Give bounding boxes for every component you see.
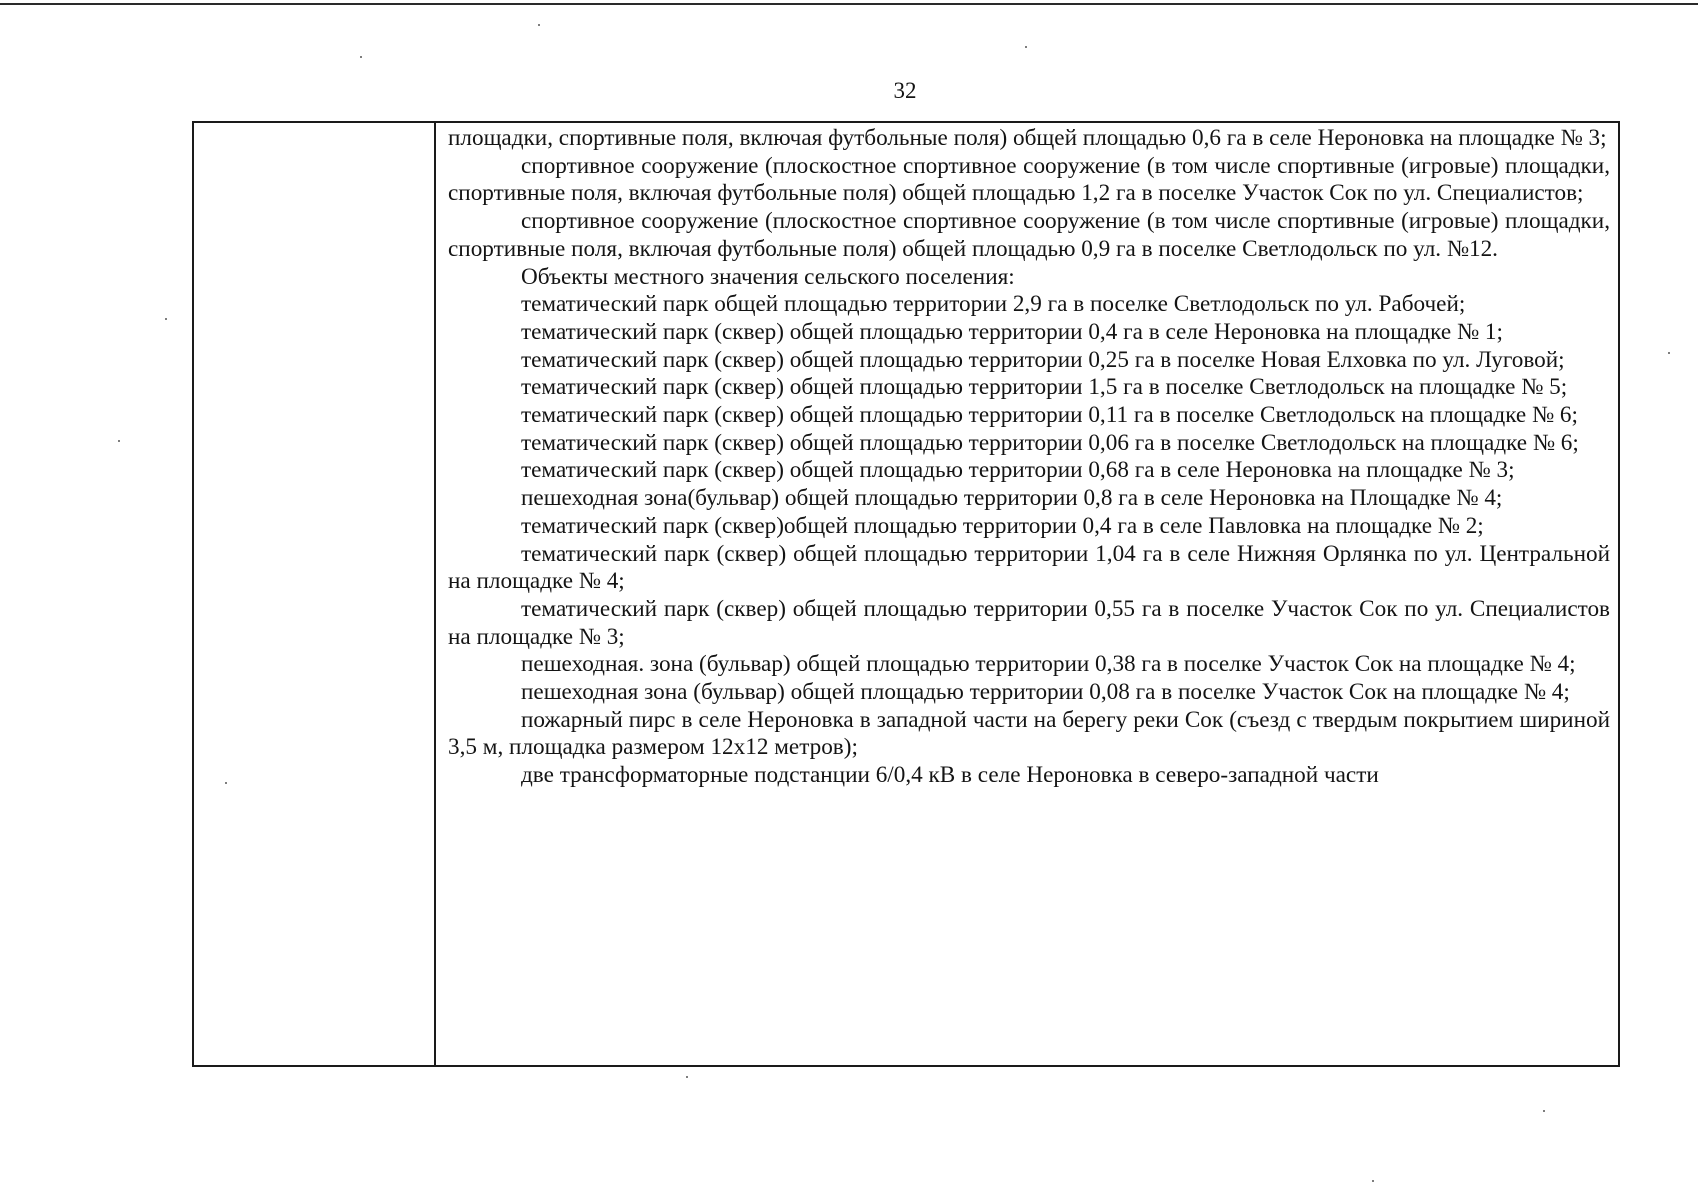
scan-speck [538,24,540,26]
text-paragraph: тематический парк (сквер) общей площадью территории 0,68 га в селе Нероновка на площадке № 3; [521,457,1515,484]
text-paragraph: две трансформаторные подстанции 6/0,4 кВ в селе Нероновка в северо-западной части [521,762,1379,789]
text-paragraph: пешеходная. зона (бульвар) общей площадью территории 0,38 га в поселке Участок Сок на площадке № 4; [521,651,1576,678]
top-border-line [0,3,1698,5]
text-paragraph: пожарный пирс в селе Нероновка в западной части на берегу реки Сок (съезд с твердым покрытием шириной 3,5 м, площадка размером 12х12 метров); [448,706,1610,761]
left-column-cell [194,123,436,1065]
right-column-cell [448,125,1610,790]
scan-speck [118,440,120,442]
text-paragraph: пешеходная зона(бульвар) общей площадью территории 0,8 га в селе Нероновка на Площадке № 4; [521,485,1503,512]
text-paragraph: тематический парк (сквер) общей площадью территории 0,4 га в селе Нероновка на площадке № 1; [521,318,1503,345]
scan-speck [686,1076,688,1078]
text-paragraph: тематический парк (сквер)общей площадью территории 0,4 га в селе Павловка на площадке № 2; [521,512,1484,539]
text-paragraph: Объекты местного значения сельского поселения: [521,263,1015,290]
content-table [192,121,1620,1067]
text-paragraph: тематический парк (сквер) общей площадью территории 1,5 га в поселке Светлодольск на площадке № 5; [521,374,1568,401]
page-number: 32 [893,78,917,103]
text-paragraph: пешеходная зона (бульвар) общей площадью территории 0,08 га в поселке Участок Сок на площадке № 4; [521,679,1570,706]
text-paragraph: тематический парк (сквер) общей площадью территории 0,11 га в поселке Светлодольск на площадке № 6; [521,402,1578,429]
scan-speck [360,56,362,58]
text-paragraph: тематический парк (сквер) общей площадью территории 1,04 га в селе Нижняя Орлянка по ул. Центральной на площадке № 4; [448,540,1610,595]
scan-speck [1543,1110,1545,1112]
text-paragraph: тематический парк (сквер) общей площадью территории 0,06 га в поселке Светлодольск на площадке № 6; [521,429,1579,456]
scan-speck [165,318,167,320]
text-paragraph: тематический парк общей площадью территории 2,9 га в поселке Светлодольск по ул. Рабочей; [521,291,1466,318]
text-paragraph: спортивное сооружение (плоскостное спортивное сооружение (в том числе спортивные (игровые) площадки, спортивные поля, включая футбольные поля) общей площадью 0,9 га в поселке Светлодольск по ул. №12. [448,208,1610,262]
scan-speck [1025,46,1027,48]
scan-speck [1668,352,1670,354]
text-paragraph: тематический парк (сквер) общей площадью территории 0,55 га в поселке Участок Сок по ул. Специалистов на площадке № 3; [448,595,1610,650]
text-paragraph: тематический парк (сквер) общей площадью территории 0,25 га в поселке Новая Елховка по ул. Луговой; [521,346,1565,373]
text-paragraph: спортивное сооружение (плоскостное спортивное сооружение (в том числе спортивные (игровые) площадки, спортивные поля, включая футбольные поля) общей площадью 1,2 га в поселке Участок Сок по ул. Специалистов; [448,152,1610,207]
scan-speck [225,782,227,784]
text-paragraph: площадки, спортивные поля, включая футбольные поля) общей площадью 0,6 га в селе Нероновка на площадке № 3; [448,125,1607,151]
scan-speck [1372,1180,1374,1182]
